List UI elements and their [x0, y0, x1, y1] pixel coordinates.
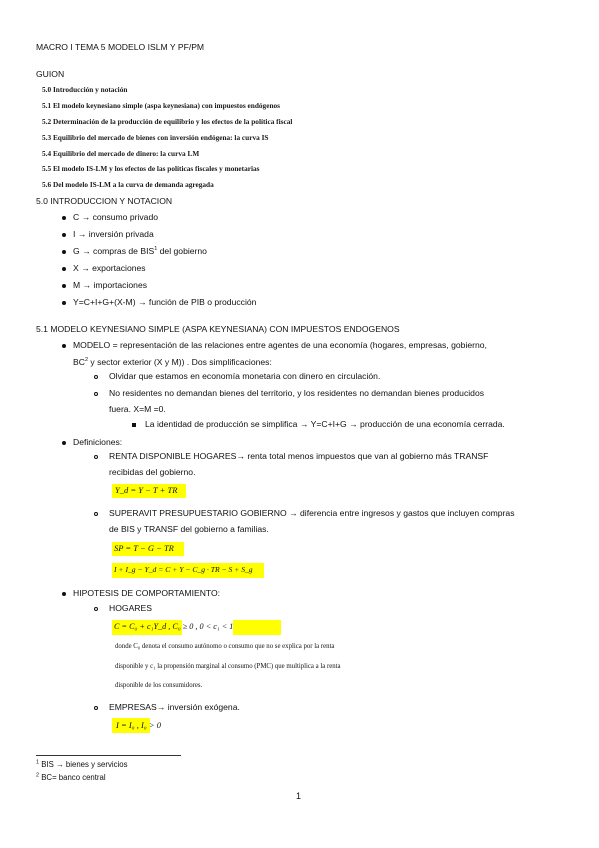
- renta-disponible-line-2: recibidas del gobierno.: [109, 467, 196, 477]
- footnote-1: $^1$ BIS → bienes y servicios: [36, 759, 128, 769]
- section-5-0-heading: 5.0 INTRODUCCION Y NOTACION: [36, 196, 173, 206]
- bullet-dot: [62, 441, 66, 445]
- formula-highlight: [233, 620, 281, 635]
- bullet-dot: [62, 284, 66, 288]
- item-compras: G → compras de BIS$^1$ del gobierno: [73, 246, 207, 256]
- donde-line-1: donde C₀ denota el consumo autónomo o consumo que no se explica por la renta: [115, 643, 335, 650]
- bullet-circle: [94, 375, 98, 379]
- bullet-dot: [62, 233, 66, 237]
- bullet-circle: [94, 706, 98, 710]
- empresas-label: EMPRESAS→ inversión exógena.: [109, 702, 240, 712]
- formula-consumo: C = C₀ + c₁Y_d , C₀ ≥ 0 , 0 < c₁ < 1: [114, 622, 234, 631]
- bullet-dot: [62, 301, 66, 305]
- formula-inversion: I = I₀ , I₀ > 0: [116, 720, 161, 730]
- item-exportaciones: X → exportaciones: [73, 263, 146, 273]
- hogares-label: HOGARES: [109, 603, 152, 613]
- superavit-line-1: SUPERAVIT PRESUPUESTARIO GOBIERNO → diferencia entre ingresos y gastos que incluyen compras: [109, 508, 515, 518]
- item-identidad-pib: Y=C+I+G+(X-M) → función de PIB o producción: [73, 297, 257, 307]
- simplificacion-2-line-2: fuera. X=M =0.: [109, 404, 166, 414]
- simplificacion-2-line-1: No residentes no demandan bienes del territorio, y los residentes no demandan bienes producidos: [109, 388, 485, 398]
- bullet-dot: [62, 592, 66, 596]
- formula-identidad-ahorro: I + I_g − Y_d = C + Y − C_g · TR − S + S_g: [114, 565, 253, 574]
- toc-item-5-2: 5.2 Determinación de la producción de equilibrio y los efectos de la política fiscal: [42, 117, 293, 126]
- simplificacion-1: Olvidar que estamos en economía monetaria con dinero en circulación.: [109, 371, 381, 381]
- superavit-line-2: de BIS y TRANSF del gobierno a familias.: [109, 524, 269, 534]
- bullet-dot: [62, 216, 66, 220]
- renta-disponible-line-1: RENTA DISPONIBLE HOGARES→ renta total menos impuestos que van al gobierno más TRANSF: [109, 451, 489, 461]
- identidad-simplificada: La identidad de producción se simplifica → Y=C+I+G → producción de una economía cerrada.: [145, 419, 505, 429]
- item-importaciones: M → importaciones: [73, 280, 148, 290]
- definiciones-label: Definiciones:: [73, 437, 123, 447]
- formula-superavit: SP = T − G − TR: [114, 543, 174, 553]
- bullet-dot: [62, 250, 66, 254]
- bullet-circle: [94, 455, 98, 459]
- donde-line-3: disponible de los consumidores.: [115, 682, 203, 689]
- hipotesis-heading: HIPOTESIS DE COMPORTAMIENTO:: [73, 588, 221, 598]
- bullet-circle: [94, 512, 98, 516]
- bullet-circle: [94, 607, 98, 611]
- footnote-2: $^2$ BC= banco central: [36, 772, 106, 782]
- bullet-square: [132, 423, 136, 427]
- modelo-line-1: MODELO = representación de las relaciones entre agentes de una economía (hogares, empresas, gobierno,: [73, 340, 487, 350]
- item-inversion: I → inversión privada: [73, 229, 154, 239]
- bullet-dot: [62, 344, 66, 348]
- document-title: MACRO I TEMA 5 MODELO ISLM Y PF/PM: [36, 42, 205, 52]
- toc-item-5-3: 5.3 Equilibrio del mercado de bienes con inversión endógena: la curva IS: [42, 133, 269, 142]
- bullet-dot: [62, 267, 66, 271]
- toc-item-5-6: 5.6 Del modelo IS-LM a la curva de demanda agregada: [42, 180, 214, 189]
- toc-item-5-0: 5.0 Introducción y notación: [42, 85, 128, 94]
- formula-renta-disponible: Y_d = Y − T + TR: [115, 485, 178, 495]
- page-number: 1: [296, 791, 302, 801]
- modelo-line-2: $BC^2$ y sector exterior (X y M)) . Dos simplificaciones:: [73, 357, 272, 367]
- footnote-ref-2: 2: [84, 357, 89, 364]
- footnote-separator: [36, 755, 181, 756]
- toc-item-5-4: 5.4 Equilibrio del mercado de dinero: la curva LM: [42, 149, 200, 158]
- toc-item-5-1: 5.1 El modelo keynesiano simple (aspa keynesiana) con impuestos endógenos: [42, 101, 280, 110]
- donde-line-2: disponible y c₁ la propensión marginal al consumo (PMC) que multiplica a la renta: [115, 663, 341, 670]
- section-5-1-heading: 5.1 MODELO KEYNESIANO SIMPLE (ASPA KEYNESIANA) CON IMPUESTOS ENDOGENOS: [36, 324, 400, 334]
- toc-item-5-5: 5.5 El modelo IS-LM y los efectos de las políticas fiscales y monetarias: [42, 164, 260, 173]
- bullet-circle: [94, 392, 98, 396]
- footnote-ref-1: 1: [154, 246, 158, 253]
- item-consumo: C → consumo privado: [73, 212, 159, 222]
- guion-heading: GUION: [36, 69, 65, 79]
